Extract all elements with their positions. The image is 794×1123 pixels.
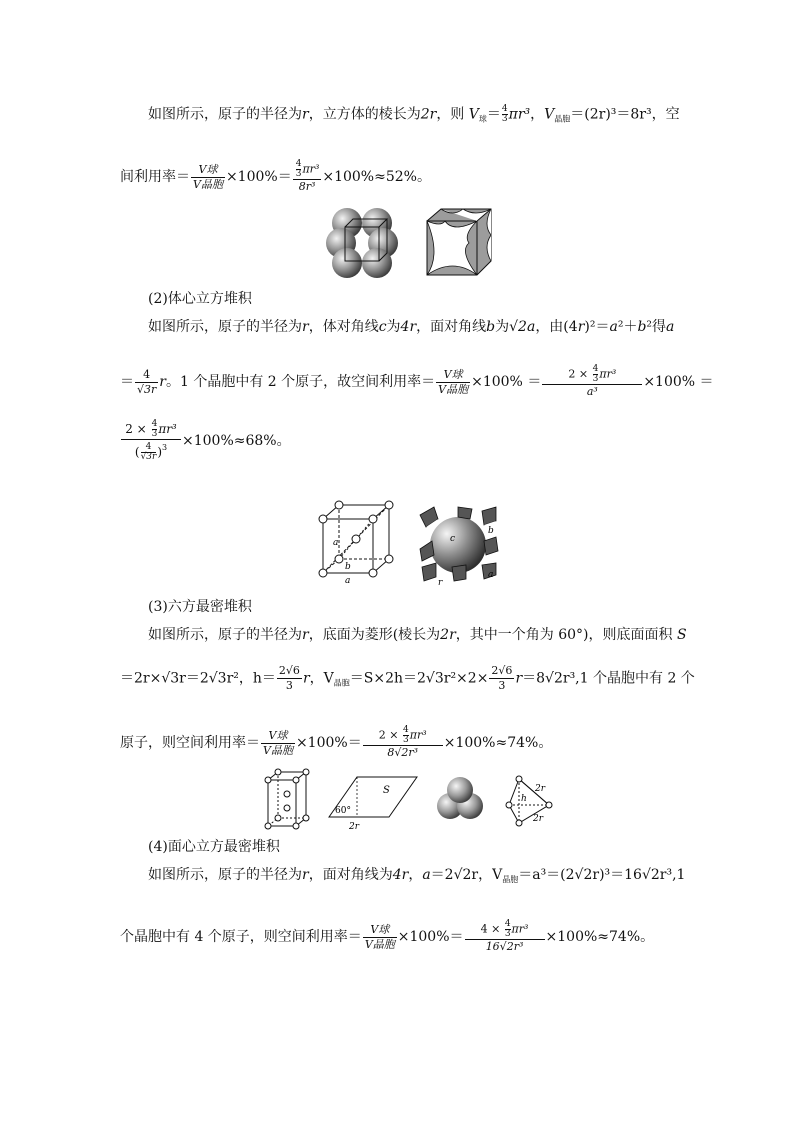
pi-r3: πr³: [511, 922, 529, 936]
den: V晶胞: [263, 743, 293, 757]
var-r: r: [159, 374, 166, 390]
section-heading-hcp: [148, 598, 252, 616]
hcp-line-1: [148, 626, 687, 644]
text: ，体对角线: [308, 319, 379, 335]
text: 如图所示，原子的半径为: [148, 627, 302, 643]
simple-cubic-cell-figure: [423, 205, 495, 280]
two-times: 2 ×: [378, 728, 399, 742]
num: 4: [403, 725, 409, 735]
den: V晶胞: [364, 937, 395, 951]
pi-r3: πr³: [158, 422, 177, 436]
var-2r: 2r: [440, 627, 456, 643]
num: 2√6: [491, 664, 513, 677]
num: V球: [191, 163, 225, 178]
frac-vball-vcell: [363, 923, 397, 952]
pi-r3: πr³: [599, 367, 617, 381]
text: ²得: [646, 319, 667, 335]
text: ，V: [309, 670, 334, 687]
var-r: r: [302, 670, 310, 687]
den: V晶胞: [438, 382, 469, 396]
text: ×100%＝: [225, 169, 292, 185]
text: ＝a³＝(2√2r)³＝16√2r³,1: [518, 867, 686, 883]
den: 3: [403, 735, 409, 745]
den: 3: [501, 114, 508, 124]
text: 个晶胞中有 4 个原子，则空间利用率＝: [120, 929, 362, 945]
den: 8√2r³: [387, 746, 419, 759]
label-a: a: [333, 538, 339, 548]
var-2r: 2r: [420, 106, 437, 123]
text: )²＝: [584, 319, 610, 335]
frac-vball-vcell: [436, 368, 470, 397]
two-times: 2 ×: [125, 422, 147, 436]
hcp-rhombus-base-figure: [325, 773, 420, 831]
num: V球: [261, 729, 295, 744]
num: 4: [151, 419, 158, 429]
frac-4-sqrt3: [141, 443, 157, 462]
text: ＝2√2r，V: [430, 867, 503, 883]
var-r: r: [577, 319, 585, 335]
frac-4-sphere-over-16sqrt2r3: [465, 920, 545, 954]
text: 原子，则空间利用率＝: [120, 735, 260, 751]
pi-r3: πr³: [409, 728, 427, 742]
den: ( $\frac{4}{√3r})^3$: [134, 442, 168, 462]
text: ，由(4: [535, 319, 578, 335]
var-V: V: [544, 106, 555, 123]
den: 3: [295, 169, 302, 179]
num: 4: [135, 368, 158, 383]
hcp-tetrahedron-figure: [505, 775, 555, 827]
text: ×100%≈74%。: [545, 929, 655, 945]
text: ，则: [436, 106, 465, 123]
text: 空: [665, 106, 680, 123]
num: 2√6: [278, 664, 300, 677]
text: 为: [495, 319, 510, 335]
text: ，面对角线为: [308, 867, 393, 883]
sub-ball: 球: [478, 114, 487, 124]
text: ，: [408, 867, 423, 883]
two-times: 2 ×: [568, 367, 589, 381]
text: 为: [386, 319, 401, 335]
num: 4: [141, 443, 157, 453]
num: 4: [295, 159, 302, 169]
text: 如图所示，原子的半径为: [148, 106, 302, 123]
den: 3: [151, 429, 158, 439]
den: 8r³: [298, 180, 316, 193]
num: V球: [436, 368, 470, 383]
var-4r: 4r: [392, 867, 409, 883]
label-h: h: [521, 794, 527, 804]
var-a: a: [666, 319, 675, 335]
den: V晶胞: [193, 177, 223, 191]
simple-cubic-spheres-figure: [325, 205, 405, 280]
label-2r: 2r: [349, 822, 360, 831]
bcc-line-2: [120, 365, 714, 399]
num: V球: [363, 923, 397, 938]
num: 4: [592, 364, 599, 374]
den: √3r: [140, 452, 157, 462]
num: [542, 365, 642, 385]
text: ×100%≈68%。: [182, 433, 291, 449]
var-S: S: [676, 627, 687, 643]
frac-4-3: [403, 726, 409, 745]
den: 3: [285, 679, 293, 692]
vcell-eq: ＝(2r)³＝8r³，: [570, 106, 666, 123]
frac-vball-vcell: [261, 729, 295, 758]
label-a: a: [488, 570, 494, 580]
fcc-line-1: [148, 866, 685, 889]
hcp-spheres-figure: [435, 775, 485, 823]
den: a³: [586, 385, 598, 398]
text: ×100%＝: [295, 735, 362, 751]
var-r: r: [515, 670, 523, 687]
num: [363, 726, 443, 746]
text: 间利用率＝: [120, 169, 190, 185]
frac-2sqrt6-3: [489, 664, 514, 693]
section-heading-fcc: [148, 838, 280, 856]
label-60-degrees: 60°: [335, 806, 351, 816]
text: 。1 个晶胞中有 2 个原子，故空间利用率＝: [165, 374, 436, 390]
pi-r3: πr³: [302, 162, 320, 176]
hcp-line-3: [120, 726, 552, 760]
var-4r: 4r: [400, 319, 417, 335]
label-b: b: [345, 562, 351, 572]
sqrt2a: √2a: [509, 319, 536, 335]
text: 如图所示，原子的半径为: [148, 319, 302, 335]
frac-2-sphere-over-8sqrt2r3: [363, 726, 443, 760]
heading-text: (4)面心立方最密堆积: [148, 839, 280, 855]
section-heading-bcc: [148, 290, 252, 308]
num: 4: [504, 919, 511, 929]
var-a: a: [422, 867, 431, 883]
hcp-prism-figure: [264, 768, 310, 832]
var-b: b: [486, 319, 496, 335]
text: ＝S×2h＝2√3r²×2×: [349, 670, 489, 687]
sub-cell: 晶胞: [502, 875, 519, 884]
text: ×100%≈52%。: [322, 169, 431, 185]
num: [465, 920, 545, 940]
frac-4-3: [593, 365, 599, 384]
label-a-bottom: a: [345, 576, 351, 583]
den: 16√2r³: [485, 940, 524, 953]
sub-cell: 晶胞: [333, 678, 350, 688]
text: ，立方体的棱长为: [308, 106, 421, 123]
text: ＝: [120, 374, 134, 390]
num: 4: [501, 104, 508, 114]
sc-line-1: 如图所示，原子的半径为r，立方体的棱长为2r，则 $V_球=$ $\frac{4}{3}\pi r^3$，$V_{晶胞}=(2r)^3=8r^3$，空: [148, 104, 680, 124]
sub-cell: 晶胞: [554, 114, 571, 124]
den: 3: [592, 374, 599, 384]
num: [121, 420, 181, 440]
var-r: r: [302, 627, 309, 643]
var-r: r: [302, 867, 309, 883]
text: ，底面为菱形(棱长为: [308, 627, 441, 643]
label-c: c: [450, 534, 456, 544]
frac-vball-vcell: [191, 163, 225, 192]
pi-r3: πr³: [508, 106, 531, 123]
var-c: c: [378, 319, 387, 335]
frac-4-3: [505, 920, 511, 939]
frac-2sqrt6-3: [277, 664, 302, 693]
fcc-line-2: [120, 920, 654, 954]
den: 3: [504, 929, 511, 939]
text: ＝2r×√3r＝2√3r²，h＝: [120, 670, 276, 687]
label-S: S: [383, 785, 390, 796]
hcp-line-2: [120, 664, 695, 693]
text: ×100% ＝: [643, 374, 714, 390]
bcc-line-3: [120, 420, 291, 462]
var-b: b: [637, 319, 647, 335]
frac-4-sqrt3-r: [135, 368, 158, 397]
var-r: r: [302, 106, 309, 123]
bcc-spheres-figure: [418, 505, 500, 587]
four-times: 4 ×: [480, 922, 501, 936]
bcc-line-1: [148, 318, 674, 336]
frac-sphere-vol-over-8r3: [293, 160, 322, 194]
label-2r-bottom: 2r: [533, 814, 544, 824]
text: ×100%≈74%。: [443, 735, 553, 751]
label-2r-top: 2r: [535, 784, 546, 794]
frac-4-3: [152, 420, 158, 439]
text: ，面对角线: [416, 319, 487, 335]
heading-text: (2)体心立方堆积: [148, 291, 252, 307]
sc-line-2: [120, 160, 431, 194]
frac-4-3: [296, 160, 302, 179]
text: ²＋: [617, 319, 638, 335]
num: [293, 160, 322, 180]
var-V: V: [468, 106, 479, 123]
text: ，其中一个角为 60°)，则底面面积: [455, 627, 673, 643]
var-a: a: [609, 319, 618, 335]
frac-2-sphere-over-a3: [542, 365, 642, 399]
text: 如图所示，原子的半径为: [148, 867, 302, 883]
text: ×100% ＝: [471, 374, 542, 390]
frac-4-3: [502, 105, 508, 124]
bcc-wire-cell-figure: [315, 497, 395, 583]
label-r: r: [438, 578, 443, 587]
frac-2-sphere-over-cube: [121, 420, 181, 462]
text: ＝8√2r³,1 个晶胞中有 2 个: [522, 670, 695, 687]
text: ×100%＝: [397, 929, 464, 945]
label-b: b: [488, 526, 494, 536]
exp: 3: [162, 443, 168, 452]
den: 3: [498, 679, 506, 692]
den: √3r: [137, 382, 157, 396]
var-r: r: [302, 319, 309, 335]
heading-text: (3)六方最密堆积: [148, 599, 252, 615]
